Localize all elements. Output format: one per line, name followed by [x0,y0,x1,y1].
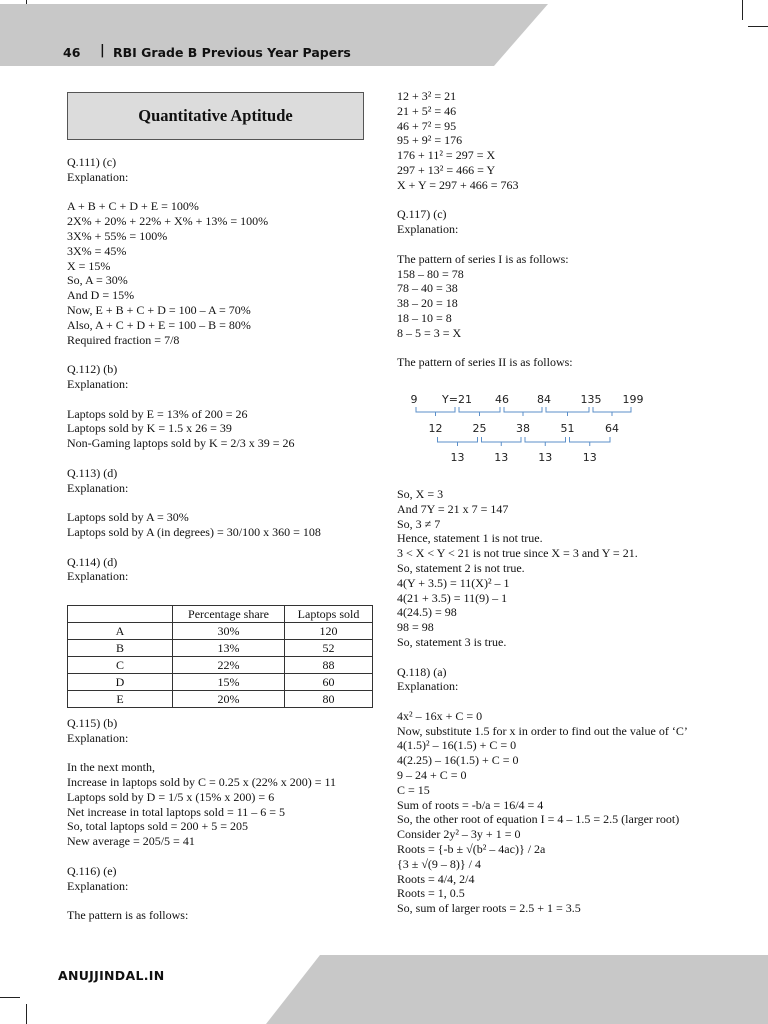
series-term: 9 [410,392,418,406]
text-line: Q.115) (b) [67,715,118,730]
blank-line [397,193,727,208]
text-line: So, total laptops sold = 200 + 5 = 205 [67,819,248,834]
text-line: A + B + C + D + E = 100% [67,199,199,214]
text-line: So, X = 3 [397,486,444,501]
blank-line [67,584,377,599]
difference-bracket [593,407,631,416]
text-line: Laptops sold by D = 1/5 x (15% x 200) = 6 [67,789,275,804]
footer-band [0,955,768,1024]
table-cell: 20% [173,690,285,707]
table-cell: 60 [285,673,373,690]
text-line: Now, substitute 1.5 for x in order to find out the value of ‘C’ [397,723,688,738]
text-line: 4(2.25) – 16(1.5) + C = 0 [397,753,519,768]
blank-line [397,694,727,709]
table-cell: C [68,656,173,673]
series-term: 135 [580,392,602,406]
blank-line [67,495,377,510]
left-text-group-2 [67,716,377,938]
text-line: 4(Y + 3.5) = 11(X)² – 1 [397,575,510,590]
table-row [68,690,373,707]
text-line: Roots = {-b ± √(b² – 4ac)} / 2a [397,842,546,857]
difference-bracket [416,407,455,416]
text-line: New average = 205/5 = 41 [67,834,195,849]
second-difference: 13 [538,450,553,464]
text-line: Laptops sold by A (in degrees) = 30/100 x 360 = 108 [67,524,321,539]
first-difference: 38 [516,421,530,435]
blank-line [67,540,377,555]
first-difference: 51 [560,421,575,435]
table-header-cell: Laptops sold [285,605,373,622]
text-line: 3X% = 45% [67,243,127,258]
text-line: Roots = 1, 0.5 [397,886,465,901]
text-line: Hence, statement 1 is not true. [397,531,543,546]
text-line: 38 – 20 = 18 [397,296,458,311]
text-line: The pattern is as follows: [67,908,189,923]
text-line: 95 + 9² = 176 [397,133,463,148]
difference-bracket [459,407,500,416]
table-cell: D [68,673,173,690]
left-column [67,155,377,938]
blank-line [67,893,377,908]
footer-brand: ANUJJINDAL.IN [58,968,165,983]
text-line: Q.113) (d) [67,465,118,480]
difference-bracket [504,407,542,416]
text-line: Laptops sold by K = 1.5 x 26 = 39 [67,421,232,436]
text-line: Now, E + B + C + D = 100 – A = 70% [67,302,251,317]
laptop-share-table [67,605,373,708]
text-line: The pattern of series II is as follows: [397,355,573,370]
text-line: Explanation: [67,376,129,391]
text-line: So, sum of larger roots = 2.5 + 1 = 3.5 [397,901,581,916]
table-cell: 52 [285,639,373,656]
text-line: 4x² – 16x + C = 0 [397,708,483,723]
text-line: 176 + 11² = 297 = X [397,148,496,163]
text-line: Non-Gaming laptops sold by K = 2/3 x 39 = 26 [67,436,295,451]
blank-line [397,237,727,252]
left-text-group [67,155,377,599]
text-line: Q.118) (a) [397,664,447,679]
text-line: Explanation: [67,480,129,495]
blank-line [67,451,377,466]
text-line: Laptops sold by E = 13% of 200 = 26 [67,406,248,421]
blank-line [67,392,377,407]
table-cell: 80 [285,690,373,707]
text-line: Also, A + C + D + E = 100 – B = 80% [67,317,251,332]
right-text-group-2 [397,487,727,931]
text-line: 297 + 13² = 466 = Y [397,162,496,177]
text-line: 4(1.5)² – 16(1.5) + C = 0 [397,738,517,753]
table-cell: E [68,690,173,707]
table-cell: 30% [173,622,285,639]
blank-line [397,650,727,665]
text-line: C = 15 [397,782,430,797]
text-line: 18 – 10 = 8 [397,310,452,325]
text-line: Required fraction = 7/8 [67,332,180,347]
blank-line [67,347,377,362]
table-cell: 120 [285,622,373,639]
series-difference-diagram [397,391,727,481]
text-line: Increase in laptops sold by C = 0.25 x (22% x 200) = 11 [67,775,337,790]
table-cell: 88 [285,656,373,673]
text-line: Consider 2y² – 3y + 1 = 0 [397,827,521,842]
table-cell: A [68,622,173,639]
text-line: So, statement 2 is not true. [397,560,525,575]
blank-line [67,849,377,864]
text-line: The pattern of series I is as follows: [397,251,569,266]
difference-bracket [525,437,566,446]
table-header-cell: Percentage share [173,605,285,622]
right-text-group [397,89,727,385]
text-line: Roots = 4/4, 2/4 [397,871,475,886]
text-line: 8 – 5 = 3 = X [397,325,462,340]
text-line: Explanation: [67,569,129,584]
text-line: 2X% + 20% + 22% + X% + 13% = 100% [67,214,269,229]
series-term: 199 [622,392,644,406]
difference-bracket [546,407,589,416]
difference-bracket [570,437,611,446]
second-difference: 13 [450,450,465,464]
text-line: Laptops sold by A = 30% [67,510,189,525]
header-separator: | [100,43,105,58]
text-line: 21 + 5² = 46 [397,103,457,118]
text-line: Q.116) (e) [67,863,117,878]
text-line: Q.111) (c) [67,155,117,169]
text-line: 12 + 3² = 21 [397,89,457,103]
blank-line [67,923,377,938]
table-cell: B [68,639,173,656]
text-line: 46 + 7² = 95 [397,118,457,133]
text-line: 3 < X < Y < 21 is not true since X = 3 and Y = 21. [397,546,638,561]
text-line: Explanation: [397,679,459,694]
blank-line [397,916,727,931]
text-line: And 7Y = 21 x 7 = 147 [397,501,509,516]
text-line: Q.114) (d) [67,554,118,569]
text-line: In the next month, [67,760,155,775]
text-line: Explanation: [397,222,459,237]
text-line: And D = 15% [67,288,135,303]
text-line: Explanation: [67,169,129,184]
table-row [68,622,373,639]
blank-line [397,370,727,385]
text-line: 158 – 80 = 78 [397,266,464,281]
difference-bracket [438,437,478,446]
text-line: Sum of roots = -b/a = 16/4 = 4 [397,797,544,812]
header-title: RBI Grade B Previous Year Papers [113,45,351,60]
text-line: So, A = 30% [67,273,128,288]
difference-bracket [482,437,522,446]
table-header-row [68,605,373,622]
series-term: 84 [537,392,551,406]
blank-line [67,746,377,761]
first-difference: 25 [472,421,487,435]
text-line: {3 ± √(9 – 8)} / 4 [397,856,482,871]
text-line: X = 15% [67,258,111,273]
text-line: Explanation: [67,878,129,893]
text-line: 4(24.5) = 98 [397,605,457,620]
text-line: So, statement 3 is true. [397,634,507,649]
text-line: So, the other root of equation I = 4 – 1.5 = 2.5 (larger root) [397,812,680,827]
text-line: Net increase in total laptops sold = 11 – 6 = 5 [67,804,286,819]
table-row [68,656,373,673]
section-title: Quantitative Aptitude [67,92,364,140]
page-number: 46 [63,45,81,60]
blank-line [397,341,727,356]
table-header-cell [68,605,173,622]
right-column [397,89,727,931]
text-line: Explanation: [67,730,129,745]
series-term: Y=21 [442,392,472,406]
table-cell: 22% [173,656,285,673]
text-line: 78 – 40 = 38 [397,281,458,296]
text-line: 9 – 24 + C = 0 [397,768,467,783]
text-line: So, 3 ≠ 7 [397,516,441,531]
text-line: 98 = 98 [397,620,434,635]
table-cell: 15% [173,673,285,690]
text-line: Q.112) (b) [67,362,118,377]
text-line: X + Y = 297 + 466 = 763 [397,177,519,192]
text-line: 3X% + 55% = 100% [67,228,168,243]
table-cell: 13% [173,639,285,656]
table-row [68,639,373,656]
text-line: 4(21 + 3.5) = 11(9) – 1 [397,590,508,605]
text-line: Q.117) (c) [397,207,447,222]
second-difference: 13 [582,450,597,464]
series-term: 46 [495,392,509,406]
blank-line [67,185,377,200]
first-difference: 12 [428,421,443,435]
second-difference: 13 [494,450,509,464]
first-difference: 64 [605,421,619,435]
table-row [68,673,373,690]
